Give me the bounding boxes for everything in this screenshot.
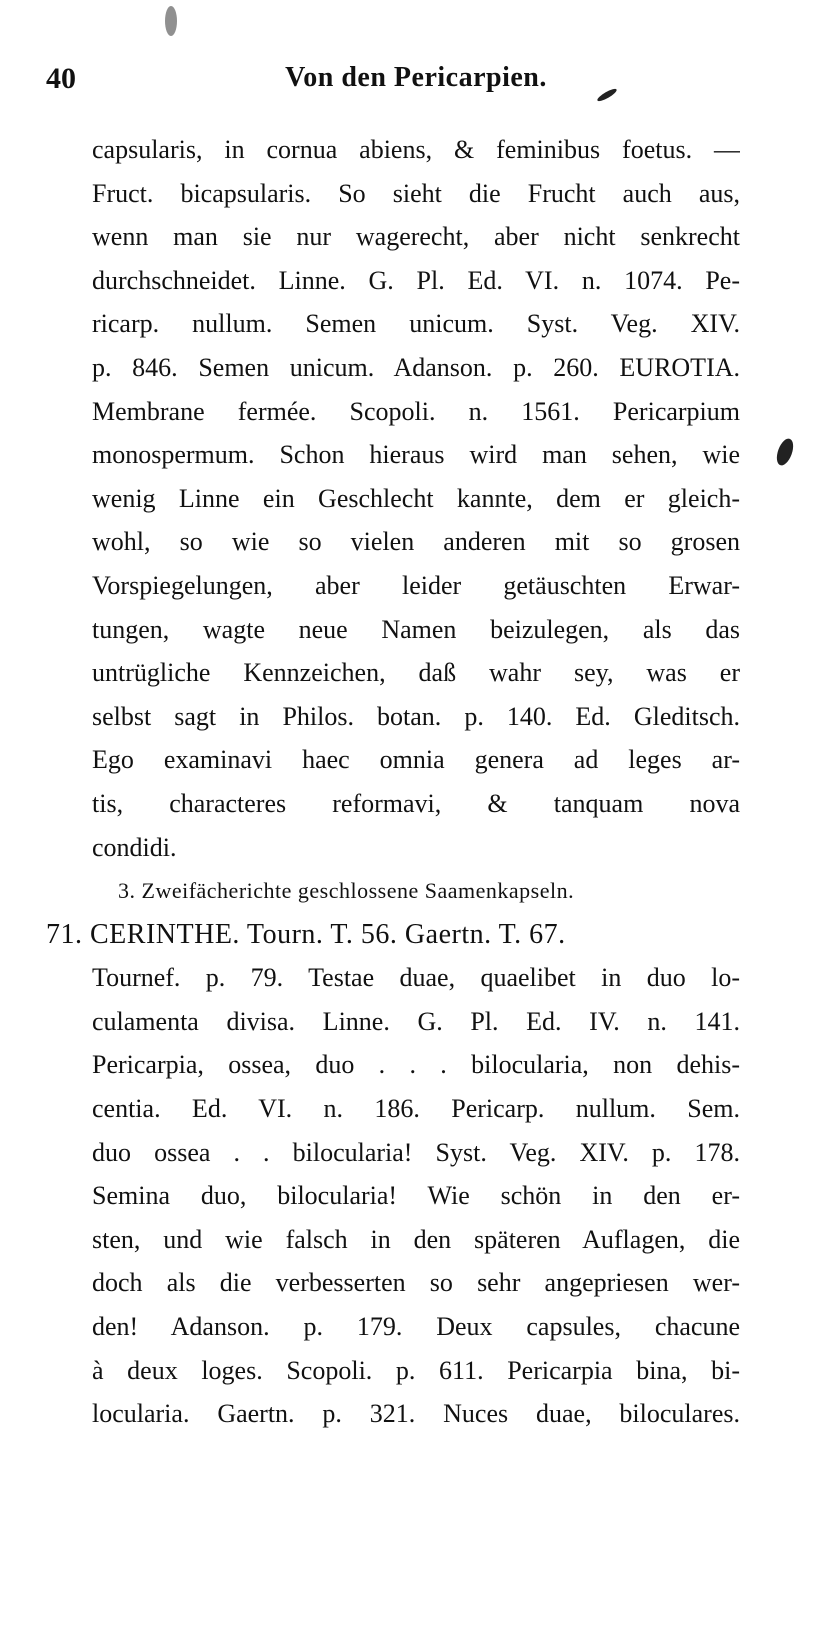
text-line: wohl, so wie so vielen anderen mit so grosen bbox=[92, 527, 740, 557]
text-line: durchschneidet. Linne. G. Pl. Ed. VI. n. 1074. Pe- bbox=[92, 265, 740, 295]
text-line: Fruct. bicapsularis. So sieht die Frucht auch aus, bbox=[92, 178, 740, 208]
text-line: centia. Ed. VI. n. 186. Pericarp. nullum. Sem. bbox=[92, 1094, 740, 1124]
text-line: wenig Linne ein Geschlecht kannte, dem er gleich- bbox=[92, 483, 740, 513]
entry-body bbox=[92, 956, 740, 1436]
section-subheading: 3. Zweifächerichte geschlossene Saamenkapseln. bbox=[118, 878, 575, 904]
text-line: sten, und wie falsch in den späteren Auflagen, die bbox=[92, 1224, 740, 1254]
text-line: condidi. bbox=[92, 832, 177, 862]
page-number: 40 bbox=[46, 62, 76, 95]
text-line: doch als die verbesserten so sehr angepriesen wer- bbox=[92, 1268, 740, 1298]
text-line: den! Adanson. p. 179. Deux capsules, chacune bbox=[92, 1312, 740, 1342]
text-line: Pericarpia, ossea, duo . . . bilocularia, non dehis- bbox=[92, 1050, 740, 1080]
page-header bbox=[46, 62, 786, 106]
text-line: untrügliche Kennzeichen, daß wahr sey, was er bbox=[92, 658, 740, 688]
page-body bbox=[46, 128, 740, 1436]
text-line: wenn man sie nur wagerecht, aber nicht senkrecht bbox=[92, 222, 740, 252]
text-line: Vorspiegelungen, aber leider getäuschten Erwar- bbox=[92, 570, 740, 600]
entry-heading: 71. CERINTHE. Tourn. T. 56. Gaertn. T. 67. bbox=[46, 918, 566, 950]
text-line: Tournef. p. 79. Testae duae, quaelibet in duo lo- bbox=[92, 963, 740, 993]
text-line: tis, characteres reformavi, & tanquam nova bbox=[92, 788, 740, 818]
text-line: tungen, wagte neue Namen beizulegen, als das bbox=[92, 614, 740, 644]
ink-speck bbox=[774, 436, 797, 467]
paragraph-continuation bbox=[92, 128, 740, 869]
text-line: Semina duo, bilocularia! Wie schön in den er- bbox=[92, 1181, 740, 1211]
text-line: selbst sagt in Philos. botan. p. 140. Ed. Gleditsch. bbox=[92, 701, 740, 731]
text-line: duo ossea . . bilocularia! Syst. Veg. XIV. p. 178. bbox=[92, 1137, 740, 1167]
text-line: à deux loges. Scopoli. p. 611. Pericarpia bina, bi- bbox=[92, 1355, 740, 1385]
text-line: ricarp. nullum. Semen unicum. Syst. Veg. XIV. bbox=[92, 309, 740, 339]
text-line: culamenta divisa. Linne. G. Pl. Ed. IV. n. 141. bbox=[92, 1006, 740, 1036]
text-line: monospermum. Schon hieraus wird man sehen, wie bbox=[92, 440, 740, 470]
text-line: locularia. Gaertn. p. 321. Nuces duae, biloculares. bbox=[92, 1399, 740, 1429]
text-line: Membrane fermée. Scopoli. n. 1561. Pericarpium bbox=[92, 396, 740, 426]
text-line: Ego examinavi haec omnia genera ad leges ar- bbox=[92, 745, 740, 775]
running-title: Von den Pericarpien. bbox=[285, 62, 547, 93]
text-line: p. 846. Semen unicum. Adanson. p. 260. EUROTIA. bbox=[92, 352, 740, 382]
text-line: capsularis, in cornua abiens, & feminibus foetus. — bbox=[92, 135, 740, 164]
ink-speck bbox=[165, 6, 177, 36]
